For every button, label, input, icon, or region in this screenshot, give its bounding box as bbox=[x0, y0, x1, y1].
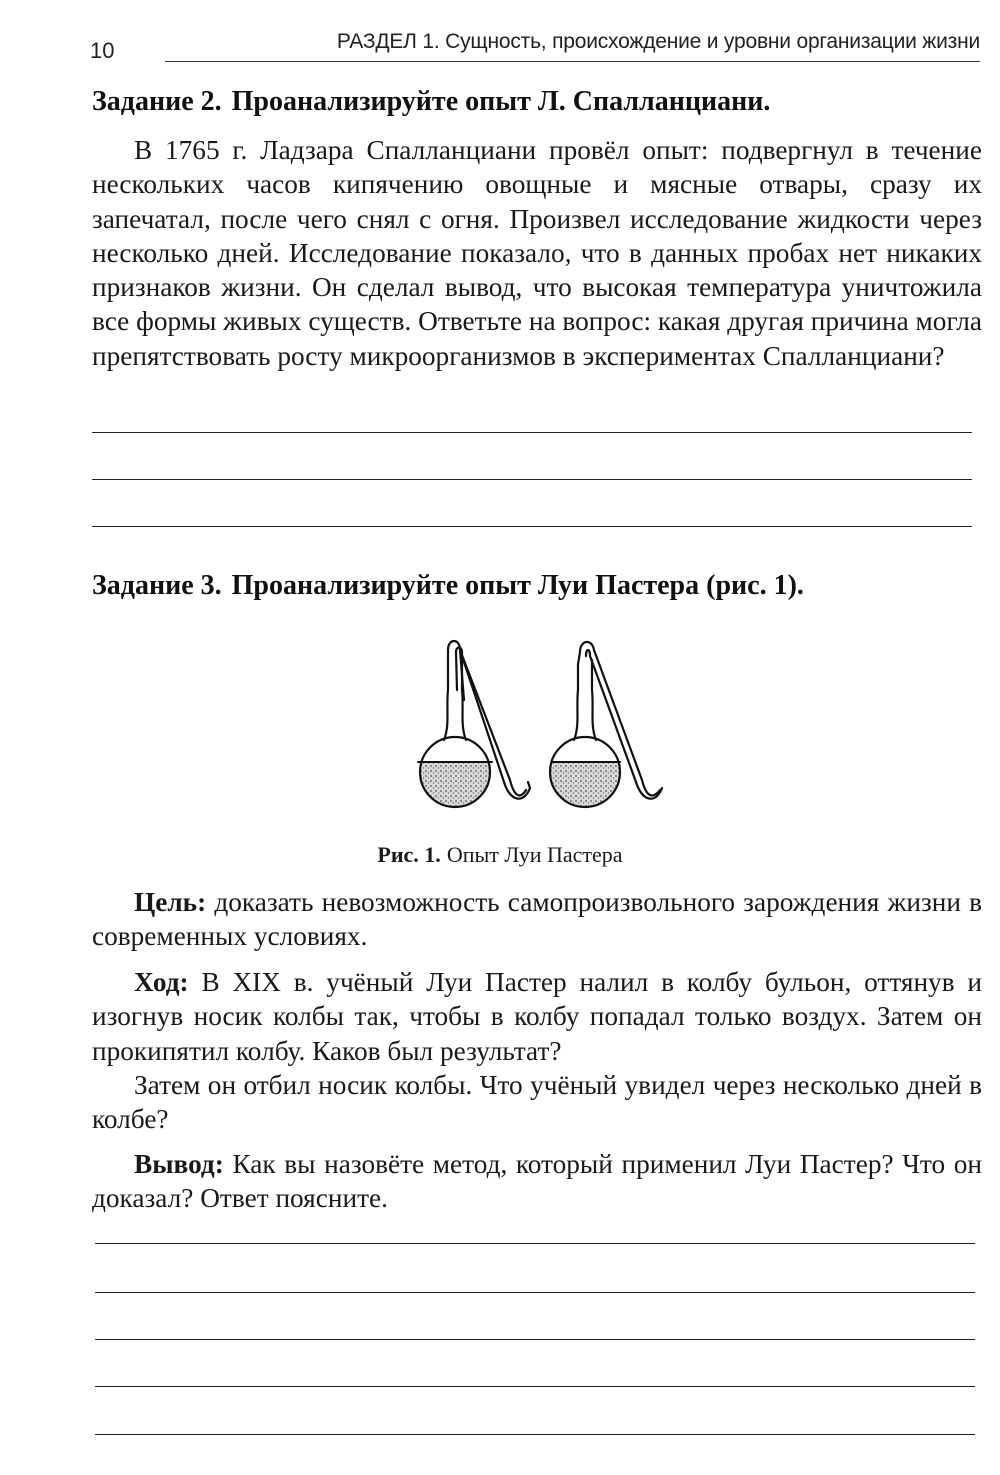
course-paragraph-2 bbox=[92, 1068, 982, 1137]
figure-caption bbox=[0, 842, 1000, 868]
conclusion-paragraph bbox=[92, 1147, 982, 1216]
figure-caption-text: Опыт Луи Пастера bbox=[446, 842, 623, 867]
swan-neck-flasks-illustration bbox=[410, 630, 680, 815]
answer-line-task3-3[interactable] bbox=[95, 1339, 975, 1340]
answer-line-task2-2[interactable] bbox=[92, 479, 972, 480]
goal-label: Цель: bbox=[134, 887, 207, 917]
task2-title: Проанализируйте опыт Л. Спалланциани. bbox=[231, 86, 771, 117]
task3-heading bbox=[92, 570, 804, 602]
figure-caption-label: Рис. 1. bbox=[377, 842, 441, 867]
running-head: РАЗДЕЛ 1. Сущность, происхождение и уровни организации жизни bbox=[336, 30, 980, 53]
task2-heading bbox=[92, 86, 770, 118]
answer-line-task3-4[interactable] bbox=[95, 1386, 975, 1387]
left-flask bbox=[418, 641, 530, 812]
answer-line-task3-5[interactable] bbox=[95, 1434, 975, 1435]
task3-title: Проанализируйте опыт Луи Пастера (рис. 1). bbox=[231, 570, 804, 601]
task2-text: В 1765 г. Ладзара Спалланциани провёл опыт: подвергнул в течение нескольких часов кипячению овощные и мясные отвары, сразу их запечатал, после чего снял с огня. Произвел исследование жидкости через несколько дней. Исследование показало, что в данных пробах нет никаких признаков жизни. Он сделал вывод, что высокая температура уничтожила все формы живых существ. Ответьте на вопрос: какая другая причина могла препятствовать росту микроорганизмов в экспериментах Спалланциани? bbox=[92, 135, 982, 371]
page-number: 10 bbox=[90, 38, 115, 63]
course-paragraph bbox=[92, 965, 982, 1068]
conclusion-text: Как вы назовёте метод, который применил Луи Пастер? Что он доказал? Ответ поясните. bbox=[92, 1149, 983, 1214]
conclusion-label: Вывод: bbox=[134, 1149, 224, 1179]
pasteur-flasks-figure bbox=[410, 630, 680, 815]
goal-text: доказать невозможность самопроизвольного зарождения жизни в современных условиях. bbox=[92, 887, 983, 952]
task2-label: Задание 2. bbox=[92, 86, 222, 117]
task2-paragraph bbox=[92, 133, 982, 373]
course-label: Ход: bbox=[134, 967, 189, 997]
answer-line-task3-1[interactable] bbox=[95, 1243, 975, 1244]
goal-paragraph bbox=[92, 885, 982, 954]
answer-line-task2-1[interactable] bbox=[92, 432, 972, 433]
header-rule bbox=[165, 61, 980, 62]
right-flask bbox=[548, 642, 662, 812]
course-text: В XIX в. учёный Луи Пастер налил в колбу бульон, оттянув и изогнув носик колбы так, чтобы в колбу попадал только воздух. Затем он прокипятил колбу. Каков был результат? bbox=[92, 967, 983, 1066]
answer-line-task2-3[interactable] bbox=[92, 526, 972, 527]
task3-label: Задание 3. bbox=[92, 570, 222, 601]
course-text-2: Затем он отбил носик колбы. Что учёный увидел через несколько дней в колбе? bbox=[92, 1070, 982, 1135]
answer-line-task3-2[interactable] bbox=[95, 1292, 975, 1293]
